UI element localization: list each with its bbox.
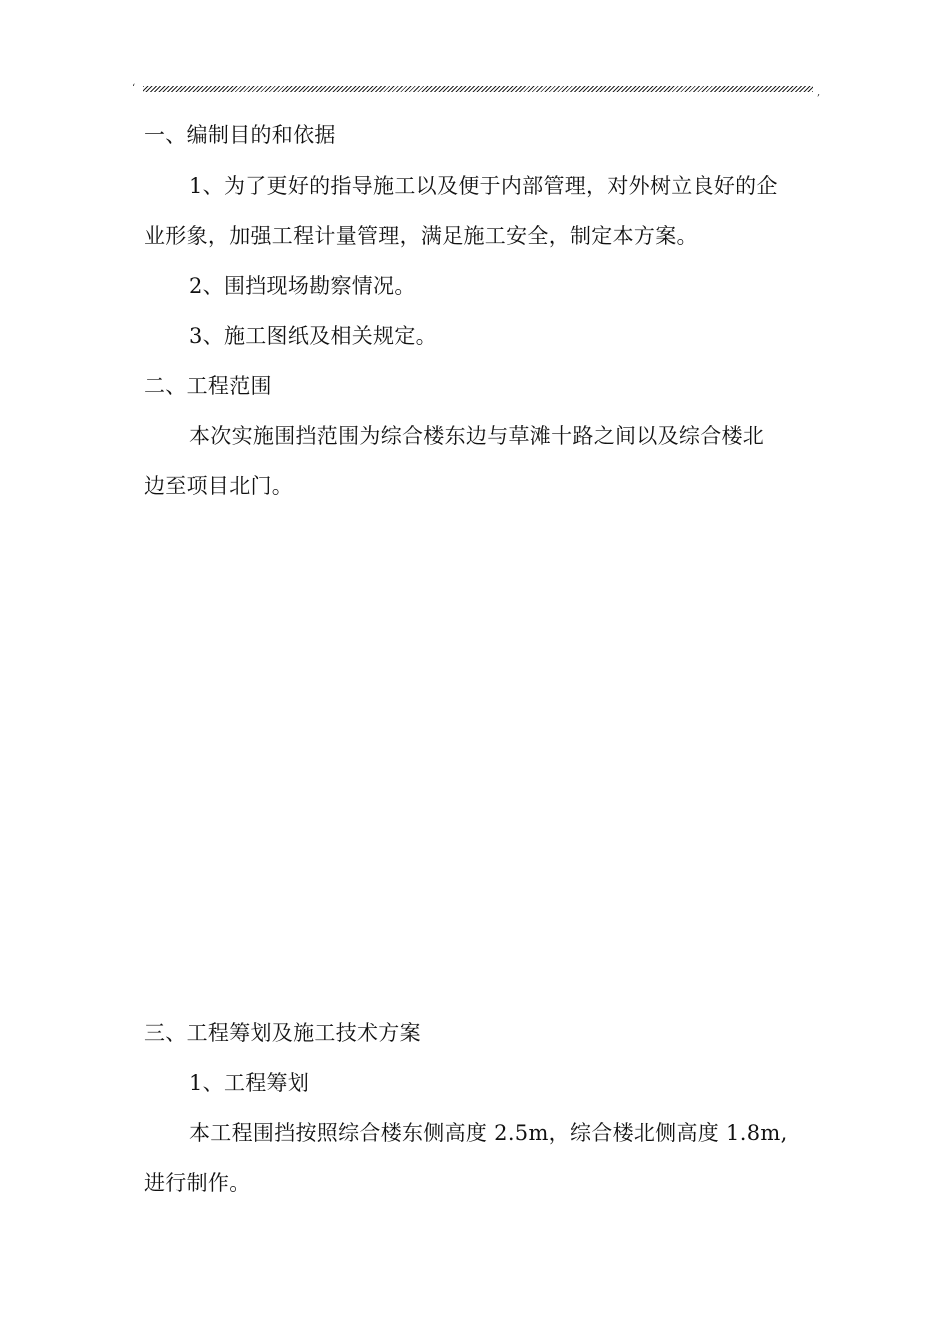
section-heading-1: 一、编制目的和依据 <box>144 123 336 147</box>
paragraph-2: 2、围挡现场勘察情况。 <box>189 274 416 298</box>
paragraph-3: 3、施工图纸及相关规定。 <box>189 324 437 348</box>
paragraph-1-line-2: 业形象，加强工程计量管理，满足施工安全，制定本方案。 <box>144 224 698 248</box>
scope-paragraph-line-2: 边至项目北门。 <box>144 474 294 498</box>
paragraph-1-line-1: 1、为了更好的指导施工以及便于内部管理，对外树立良好的企 <box>189 174 778 198</box>
header-rule-left-mark: ‘ <box>132 83 136 94</box>
section-heading-3: 三、工程筹划及施工技术方案 <box>144 1021 421 1045</box>
scope-paragraph-line-1: 本次实施围挡范围为综合楼东边与草滩十路之间以及综合楼北 <box>189 424 765 448</box>
subheading-planning: 1、工程筹划 <box>189 1071 310 1095</box>
header-rule-right-mark: , <box>817 87 821 98</box>
header-rule <box>143 86 813 92</box>
section-heading-2: 二、工程范围 <box>144 374 272 398</box>
planning-paragraph-line-2: 进行制作。 <box>144 1171 251 1195</box>
planning-paragraph-line-1: 本工程围挡按照综合楼东侧高度 2.5m，综合楼北侧高度 1.8m, <box>189 1121 788 1145</box>
